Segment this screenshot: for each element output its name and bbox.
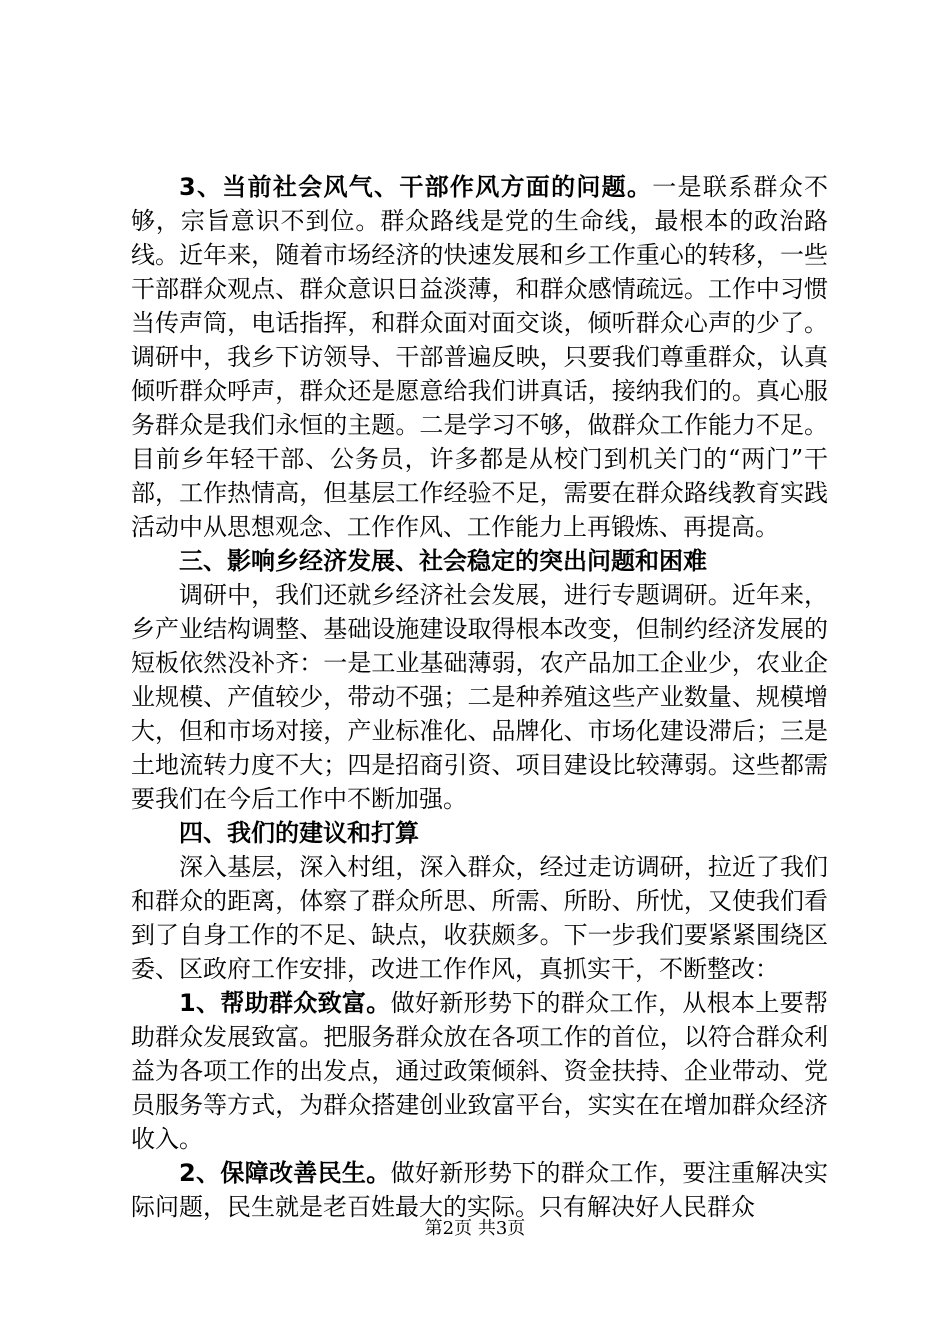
paragraph-suggestions: 深入基层，深入村组，深入群众，经过走访调研，拉近了我们和群众的距离，体察了群众所思、所需、所盼、所忧，又使我们看到了自身工作的不足、缺点，收获颇多。下一步我们要紧紧围绕区委、区政府工作安排，改进工作作风，真抓实干，不断整改： <box>131 853 828 983</box>
section-heading-3: 三、影响乡经济发展、社会稳定的突出问题和困难 <box>179 547 707 575</box>
paragraph-lead: 3、当前社会风气、干部作风方面的问题。 <box>179 173 653 201</box>
paragraph-lead: 1、帮助群众致富。 <box>179 989 391 1017</box>
document-body <box>131 170 828 1224</box>
paragraph-text: 一是联系群众不够，宗旨意识不到位。群众路线是党的生命线，最根本的政治路线。近年来，随着市场经济的快速发展和乡工作重心的转移，一些干部群众观点、群众意识日益淡薄，和群众感情疏远。工作中习惯当传声筒，电话指挥，和群众面对面交谈，倾听群众心声的少了。调研中，我乡下访领导、干部普遍反映，只要我们尊重群众，认真倾听群众呼声，群众还是愿意给我们讲真话，接纳我们的。真心服务群众是我们永恒的主题。二是学习不够，做群众工作能力不足。目前乡年轻干部、公务员，许多都是从校门到机关门的“两门”干部，工作热情高，但基层工作经验不足，需要在群众路线教育实践活动中从思想观念、工作作风、工作能力上再锻炼、再提高。 <box>131 173 829 541</box>
paragraph-text: 做好新形势下的群众工作，要注重解决实际问题，民生就是老百姓最大的实际。只有解决好人民群众 <box>131 1159 829 1221</box>
page-footer: 第2页 共3页 <box>424 1218 526 1239</box>
paragraph-economic-problems: 调研中，我们还就乡经济社会发展，进行专题调研。近年来，乡产业结构调整、基础设施建设取得根本改变，但制约经济发展的短板依然没补齐：一是工业基础薄弱，农产品加工企业少，农业企业规模、产值较少，带动不强；二是种养殖这些产业数量、规模增大，但和市场对接，产业标准化、品牌化、市场化建设滞后；三是土地流转力度不大；四是招商引资、项目建设比较薄弱。这些都需要我们在今后工作中不断加强。 <box>131 581 828 813</box>
paragraph-lead: 2、保障改善民生。 <box>179 1159 391 1187</box>
paragraph-text: 做好新形势下的群众工作，从根本上要帮助群众发展致富。把服务群众放在各项工作的首位，以符合群众利益为各项工作的出发点，通过政策倾斜、资金扶持、企业带动、党员服务等方式，为群众搭建创业致富平台，实实在在增加群众经济收入。 <box>131 989 829 1153</box>
paragraph-help-prosper <box>131 986 828 1156</box>
section-heading-4: 四、我们的建议和打算 <box>179 819 419 847</box>
paragraph-social-atmosphere <box>131 170 828 544</box>
